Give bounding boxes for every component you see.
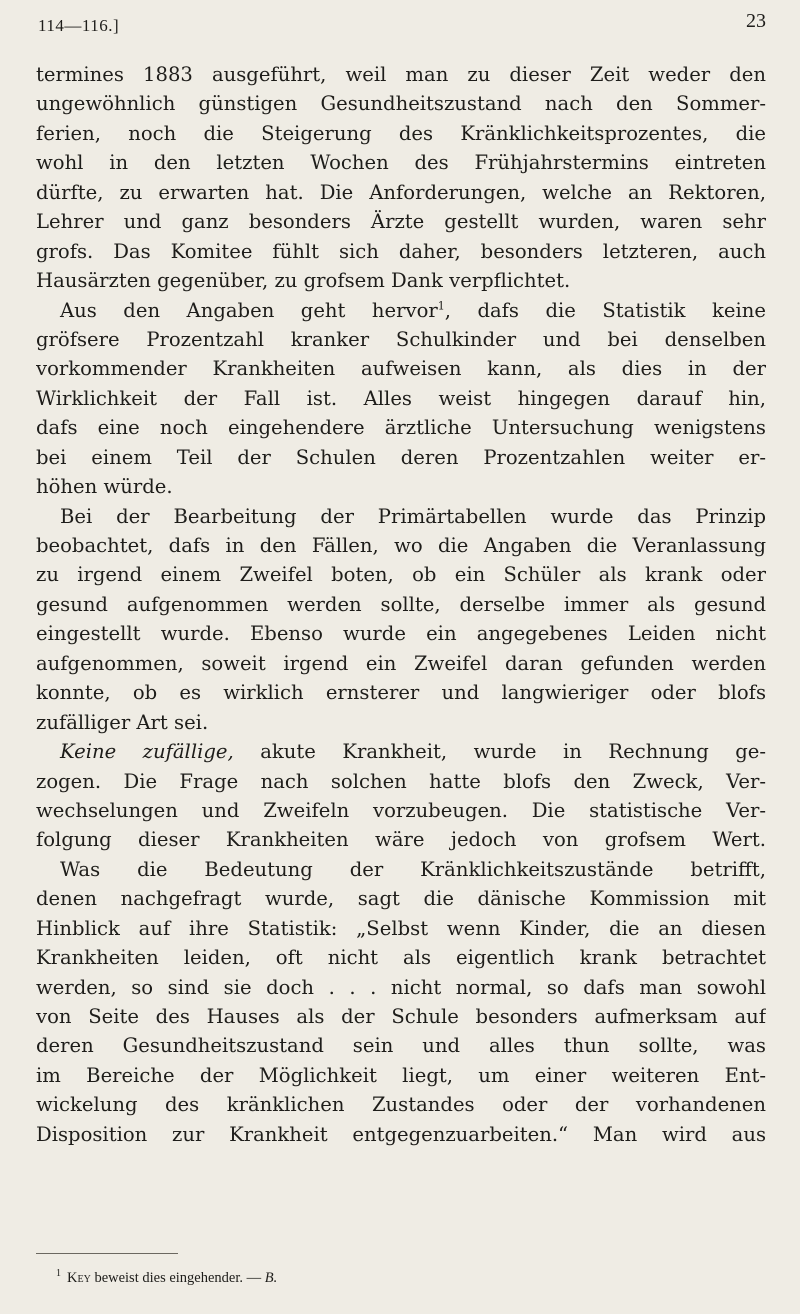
text-line: wickelung des kränklichen Zustandes oder der vorhandenen — [36, 1093, 766, 1117]
text-line: aufgenommen, soweit irgend ein Zweifel daran gefunden werden — [36, 651, 766, 675]
running-header — [38, 8, 766, 38]
text-line: zu irgend einem Zweifel boten, ob ein Schüler als krank oder — [36, 563, 766, 587]
text-line: Disposition zur Krankheit entgegenzuarbeiten.“ Man wird aus — [36, 1122, 766, 1146]
text-line: ferien, noch die Steigerung des Kränklichkeitsprozentes, die — [36, 121, 766, 145]
footnote-text: beweist dies eingehender. — — [90, 1269, 265, 1286]
text-line: Krankheiten leiden, oft nicht als eigentlich krank betrachtet — [36, 946, 766, 970]
text-fragment: akute Krankheit, wurde in Rechnung ge- — [260, 740, 766, 764]
text-line: im Bereiche der Möglichkeit liegt, um einer weiteren Ent- — [36, 1063, 766, 1087]
text-line: werden, so sind sie doch . . . nicht normal, so dafs man sowohl — [36, 975, 766, 999]
text-line: folgung dieser Krankheiten wäre jedoch von grofsem Wert. — [36, 828, 766, 852]
emphasized-text: Keine zufällige, — [60, 740, 234, 764]
page-number: 23 — [746, 10, 766, 32]
text-line: gröfsere Prozentzahl kranker Schulkinder und bei denselben — [36, 327, 766, 351]
text-line: Lehrer und ganz besonders Ärzte gestellt wurden, waren sehr — [36, 210, 766, 234]
text-fragment: , dafs die Statistik keine — [444, 298, 766, 322]
text-line: Hinblick auf ihre Statistik: „Selbst wenn Kinder, die an diesen — [36, 916, 766, 940]
text-line: grofs. Das Komitee fühlt sich daher, besonders letzteren, auch — [36, 239, 766, 263]
text-line: termines 1883 ausgeführt, weil man zu dieser Zeit weder den — [36, 63, 766, 86]
text-line: höhen würde. — [36, 475, 173, 499]
text-line: eingestellt wurde. Ebenso wurde ein angegebenes Leiden nicht — [36, 622, 766, 646]
text-line: ungewöhnlich günstigen Gesundheitszustand nach den Sommer- — [36, 92, 766, 116]
text-line: Hausärzten gegenüber, zu grofsem Dank verpflichtet. — [36, 269, 571, 293]
text-line: Was die Bedeutung der Kränklichkeitszustände betrifft, — [60, 857, 766, 881]
text-line: vorkommender Krankheiten aufweisen kann, als dies in der — [36, 357, 766, 381]
text-line: denen nachgefragt wurde, sagt die dänische Kommission mit — [36, 887, 766, 911]
text-line: von Seite des Hauses als der Schule besonders aufmerksam auf — [36, 1005, 766, 1028]
footnote-divider — [36, 1253, 178, 1254]
body-text — [36, 60, 766, 1149]
footnote-author: Key — [67, 1269, 91, 1286]
text-line: gesund aufgenommen werden sollte, derselbe immer als gesund — [36, 592, 766, 616]
text-line: beobachtet, dafs in den Fällen, wo die Angaben die Veranlassung — [36, 534, 766, 557]
footnote — [56, 1268, 277, 1287]
text-line-with-footnote — [36, 296, 766, 325]
text-line: deren Gesundheitszustand sein und alles thun sollte, was — [36, 1034, 766, 1058]
text-fragment: Aus den Angaben geht hervor — [60, 298, 438, 322]
text-line: dürfte, zu erwarten hat. Die Anforderungen, welche an Rektoren, — [36, 180, 766, 204]
footnote-signature: B. — [264, 1269, 278, 1286]
text-line: wechselungen und Zweifeln vorzubeugen. Die statistische Ver- — [36, 798, 766, 822]
text-line: wohl in den letzten Wochen des Frühjahrstermins eintreten — [36, 151, 766, 175]
text-line: zufälliger Art sei. — [36, 710, 209, 734]
text-line: dafs eine noch eingehendere ärztliche Untersuchung wenigstens — [36, 416, 766, 440]
text-line: konnte, ob es wirklich ernsterer und langwieriger oder blofs — [36, 681, 766, 705]
text-line: bei einem Teil der Schulen deren Prozentzahlen weiter er- — [36, 445, 766, 469]
page-range: 114—116.] — [38, 16, 120, 35]
text-line: Bei der Bearbeitung der Primärtabellen wurde das Prinzip — [60, 504, 766, 528]
text-line-with-emphasis — [36, 737, 766, 766]
text-line: Wirklichkeit der Fall ist. Alles weist hingegen darauf hin, — [36, 386, 766, 410]
footnote-reference: 1 — [437, 298, 445, 312]
footnote-mark: 1 — [56, 1268, 61, 1279]
text-line: zogen. Die Frage nach solchen hatte blofs den Zweck, Ver- — [36, 769, 766, 793]
